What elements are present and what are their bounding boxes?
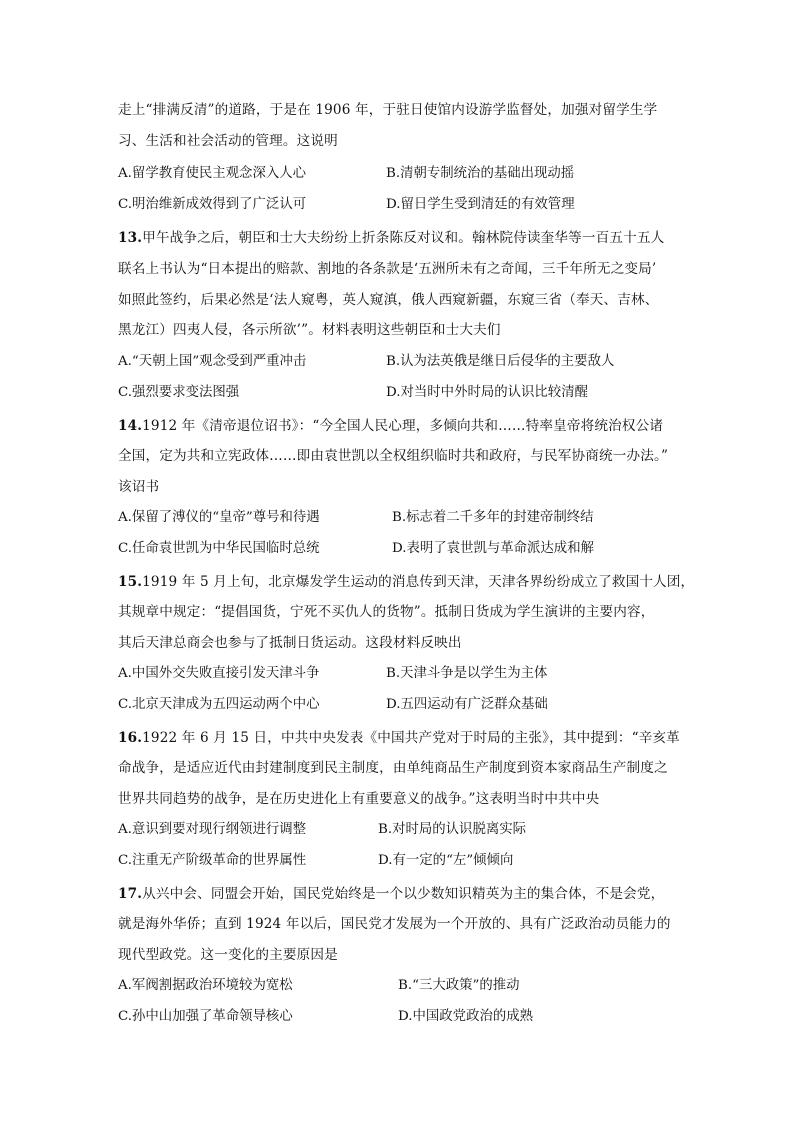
q14-stem-line-3: 该诏书 (118, 479, 160, 495)
q13-option-d: D.对当时中外时局的认识比较清醒 (386, 385, 588, 400)
q13-option-b: B.认为法英俄是继日后侵华的主要敌人 (386, 354, 615, 369)
q13-stem-line-4: 黑龙江）四夷人侵，各示所欲’”。材料表明这些朝臣和士大夫们 (118, 322, 501, 338)
q17-option-b: B.“三大政策”的推动 (398, 978, 520, 993)
q12-text-line-1: 走上“排满反清”的道路，于是在 1906 年，于驻日使馆内设游学监督处，加强对留学生学 (118, 102, 658, 118)
q16-stem-line-1 (118, 728, 678, 748)
q16-option-b: B.对时局的认识脱离实际 (378, 822, 527, 837)
q17-text: 从兴中会、同盟会开始，国民党始终是一个以少数知识精英为主的集合体，不是会党， (142, 886, 665, 902)
q16-text: 1922 年 6 月 15 日，中共中央发表《中国共产党对于时局的主张》，其中提到：“辛亥革 (142, 730, 680, 746)
q15-option-d: D.五四运动有广泛群众基础 (386, 697, 548, 712)
q12-option-b: B.清朝专制统治的基础出现动摇 (386, 166, 575, 181)
q15-stem-line-1 (118, 572, 695, 592)
q16-option-c: C.注重无产阶级革命的世界属性 (118, 853, 307, 868)
q17-stem-line-2: 就是海外华侨；直到 1924 年以后，国民党才发展为一个开放的、具有广泛政治动员能力的 (118, 916, 671, 932)
q14-option-b: B.标志着二千多年的封建帝制终结 (392, 510, 594, 525)
q14-option-d: D.表明了袁世凯与革命派达成和解 (392, 541, 594, 556)
q15-stem-line-2: 其规章中规定：“提倡国货，宁死不买仇人的货物”。抵制日货成为学生演讲的主要内容， (118, 604, 655, 620)
q12-option-d: D.留日学生受到清廷的有效管理 (386, 197, 575, 212)
q17-option-a: A.军阀割据政治环境较为宽松 (118, 978, 293, 993)
q17-option-c: C.孙中山加强了革命领导核心 (118, 1009, 293, 1024)
q13-stem-line-1 (118, 228, 678, 248)
q13-number: 13. (118, 230, 143, 246)
q17-number: 17. (118, 886, 143, 902)
q17-option-d: D.中国政党政治的成熟 (398, 1009, 534, 1024)
q16-stem-line-3: 世界共同趋势的战争，是在历史进化上有重要意义的战争。”这表明当时中共中央 (118, 791, 600, 807)
q14-number: 14. (118, 418, 143, 434)
q16-option-a: A.意识到要对现行纲领进行调整 (118, 822, 307, 837)
q13-stem-line-3: 如照此签约，后果必然是‘法人窥粤，英人窥滇，俄人西窥新疆，东窥三省（奉天、吉林、 (118, 292, 659, 308)
q16-number: 16. (118, 730, 143, 746)
q14-text: 1912 年《清帝退位诏书》：“今全国人民心理，多倾向共和……特率皇帝将统治权公诸 (142, 418, 664, 434)
q14-stem-line-1 (118, 416, 678, 436)
q14-option-c: C.任命袁世凯为中华民国临时总统 (118, 541, 320, 556)
q13-text: 甲午战争之后，朝臣和士大夫纷纷上折条陈反对议和。翰林院侍读奎华等一百五十五人 (142, 230, 665, 246)
q15-number: 15. (118, 574, 143, 590)
q15-stem-line-3: 其后天津总商会也参与了抵制日货运动。这段材料反映出 (118, 635, 462, 651)
q12-text-line-2: 习、生活和社会活动的管理。这说明 (118, 133, 338, 149)
q17-stem-line-3: 现代型政党。这一变化的主要原因是 (118, 947, 338, 963)
q17-stem-line-1 (118, 884, 678, 904)
q15-option-a: A.中国外交失败直接引发天津斗争 (118, 666, 320, 681)
q14-option-a: A.保留了溥仪的“皇帝”尊号和待遇 (118, 510, 320, 525)
q13-option-c: C.强烈要求变法图强 (118, 385, 240, 400)
q15-text: 1919 年 5 月上旬，北京爆发学生运动的消息传到天津，天津各界纷纷成立了救国十人团， (142, 574, 695, 590)
q16-stem-line-2: 命战争，是适应近代由封建制度到民主制度，由单纯商品生产制度到资本家商品生产制度之 (118, 760, 668, 776)
q14-stem-line-2: 全国，定为共和立宪政体……即由袁世凯以全权组织临时共和政府，与民军协商统一办法。” (118, 448, 669, 464)
q16-option-d: D.有一定的“左”倾倾向 (378, 853, 514, 868)
q13-stem-line-2: 联名上书认为“日本提出的赔款、割地的各条款是‘五洲所未有之奇闻，三千年所无之变局’ (118, 261, 657, 277)
q12-option-a: A.留学教育使民主观念深入人心 (118, 166, 307, 181)
q12-option-c: C.明治维新成效得到了广泛认可 (118, 197, 307, 212)
q15-option-b: B.天津斗争是以学生为主体 (386, 666, 548, 681)
q13-option-a: A.“天朝上国”观念受到严重冲击 (118, 354, 307, 369)
q15-option-c: C.北京天津成为五四运动两个中心 (118, 697, 320, 712)
